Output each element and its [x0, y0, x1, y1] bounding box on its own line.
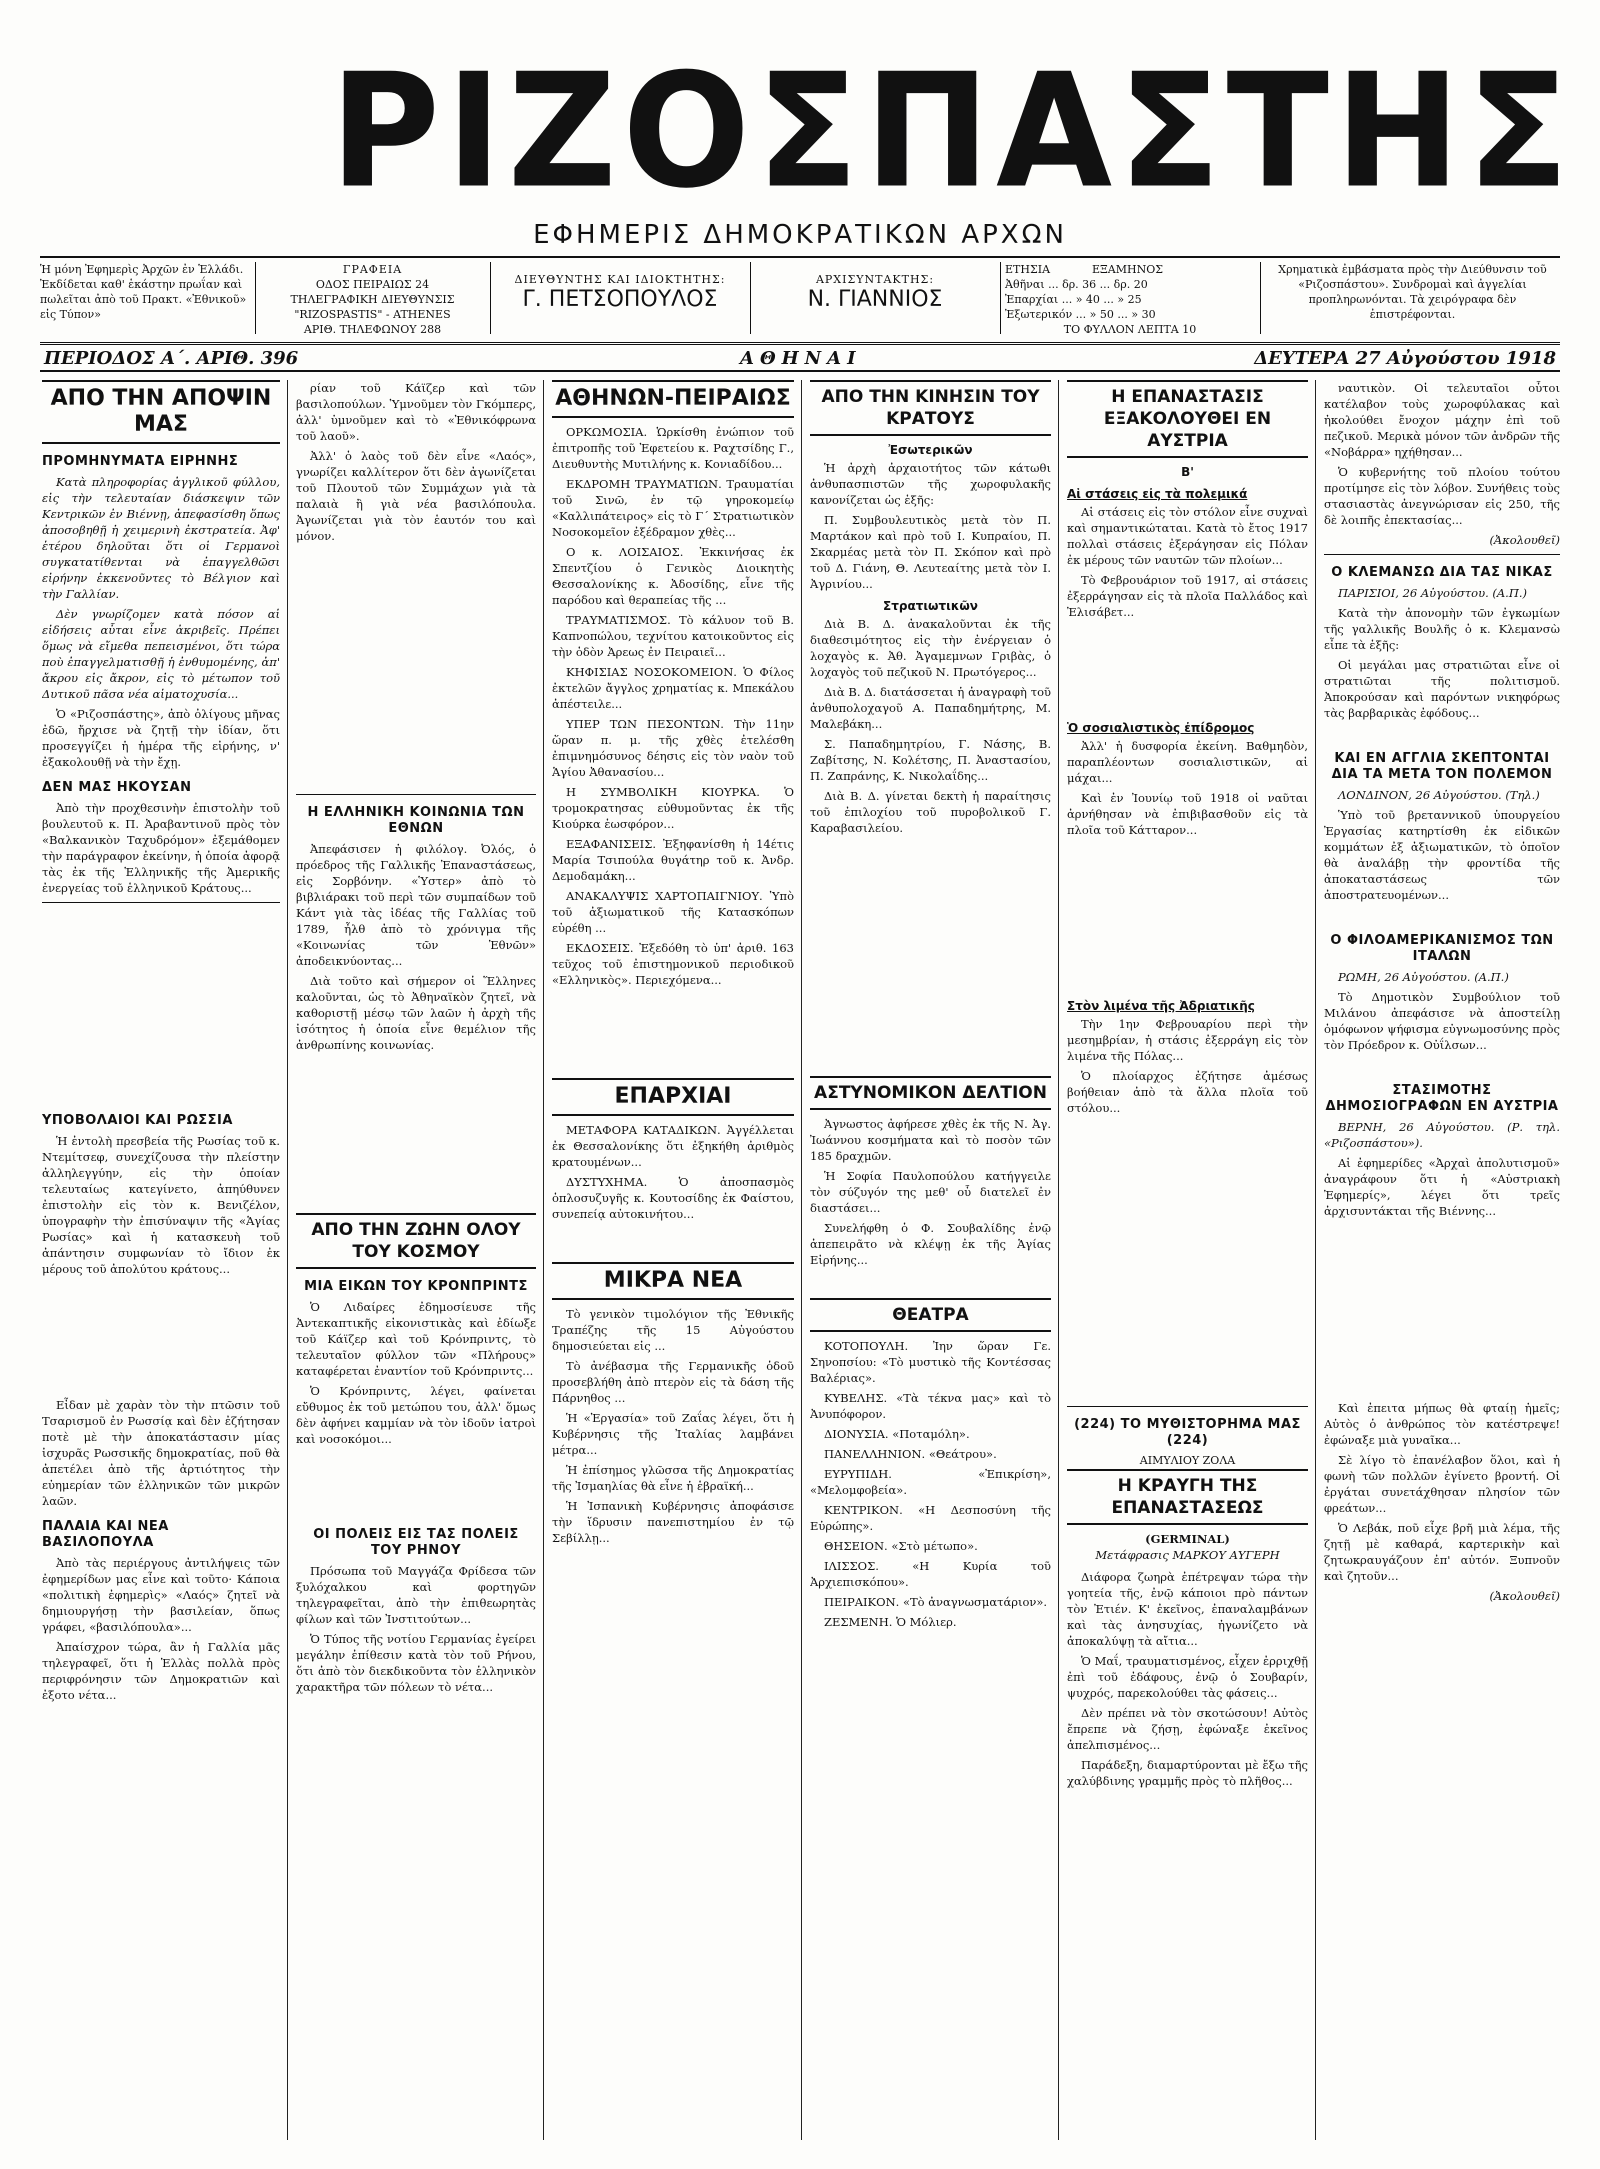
theatre-listing: ΚΟΤΟΠΟΥΛΗ. Ἰην ὥραν Γε. Σηνοπσίου: «Τὸ μυστικὸ τῆς Κοντέσσας Βαλέριας». — [810, 1339, 1051, 1385]
theatre-listing: ΠΕΙΡΑΙΚΟΝ. «Τὸ ἀναγνωσματάριον». — [824, 1595, 1048, 1609]
director-block — [495, 262, 745, 340]
notice-text: Χρηματικὰ ἐμβάσματα πρὸς τὴν Διεύθυνσιν τοῦ «Ριζοσπάστου». Συνδρομαὶ καὶ ἀγγελίαι προπληρωνόνται. Τὰ χειρόγραφα δὲν ἐπιστρέφονται. — [1278, 263, 1547, 321]
newspaper-subtitle: ΕΦΗΜΕΡΙΣ ΔΗΜΟΚΡΑΤΙΚΩΝ ΑΡΧΩΝ — [533, 220, 1067, 250]
serial-label: (224) ΤΟ ΜΥΘΙΣΤΟΡΗΜΑ ΜΑΣ (224) — [1074, 1417, 1301, 1448]
article-headline: ΜΙΑ ΕΙΚΩΝ ΤΟΥ ΚΡΟΝΠΡΙΝΤΣ — [304, 1279, 528, 1294]
divider — [255, 262, 256, 334]
article-paragraph: Εἶδαν μὲ χαρὰν τὸν τὴν πτῶσιν τοῦ Τσαρισμοῦ ἐν Ρωσσίᾳ καὶ δὲν ἐζήτησαν ποτὲ μὲ τὴν ἀποκατάστασιν μίας ἰσχυρᾶς Ρωσσικῆς δημοκρατίας, ποῦ θὰ ἀπετέλει ἀπὸ τῆς ἀρτιότητος τὴν εὐημερίαν τῶν ἑλληνικῶν τῶν μικρῶν λαῶν. — [42, 1398, 280, 1508]
separator — [1324, 554, 1560, 555]
news-item: ΜΕΤΑΦΟΡΑ ΚΑΤΑΔΙΚΩΝ. Ἀγγέλλεται ἐκ Θεσσαλονίκης ὅτι ἐξηκήθη ἀριθμὸς κρατουμένων... — [552, 1123, 794, 1169]
continued-note: (Ἀκολουθεῖ) — [1489, 1589, 1560, 1603]
divider — [1260, 262, 1261, 334]
news-item: ΟΡΚΩΜΟΣΙΑ. Ὡρκίσθη ἐνώπιον τοῦ ἐπιτροπῆς τοῦ Ἐφετείου κ. Ραχτσίδης Γ., Διευθυντὴς Μυτιλήνης κ. Κονιαδίδου... — [552, 425, 794, 471]
editor-block — [755, 262, 995, 340]
sheet-price: ΤΟ ΦΥΛΛΟΝ ΛΕΠΤΑ 10 — [1063, 323, 1197, 336]
dateline — [40, 342, 1560, 372]
offices-address: ΟΔΟΣ ΠΕΙΡΑΙΩΣ 24 — [315, 278, 430, 291]
article-paragraph: Δὲν γνωρίζομεν κατὰ πόσον αἱ εἰδήσεις αὗται εἶνε ἀκριβεῖς. Πρέπει ὅμως νὰ εἴμεθα πεπεισμένοι, ὅτι τώρα ποὺ ἐπαγγελματισθῇ ἡ ἐνθυμομένης, ἀπ' ἄκρου εἰς ἄκρον, εἰς τὸ μέτωπον τοῦ Δυτικοῦ πᾶσα νέα αἱματοχυσία... — [42, 607, 280, 701]
article-headline: ΠΑΛΑΙΑ ΚΑΙ ΝΕΑ ΒΑΣΙΛΟΠΟΥΛΑ — [42, 1519, 169, 1550]
subsection-title: Ὁ σοσιαλιστικὸς ἐπίδρομος — [1067, 721, 1255, 735]
serial-column-left — [1067, 1400, 1308, 2120]
editor-label: ΑΡΧΙΣΥΝΤΑΚΤΗΣ: — [815, 273, 935, 286]
article-paragraph: ρίαν τοῦ Κάϊζερ καὶ τῶν βασιλοπούλων. Ὑμνοῦμεν τὸν Γκόμπερς, ἀλλ' ὑμνοῦμεν καὶ τὸ «Ἐθνικόφρωνα τοῦ λαοῦ». — [296, 381, 536, 443]
article-paragraph: Τὴν 1ην Φεβρουαρίου περὶ τὴν μεσημβρίαν, ἡ στάσις ἐξερράγη εἰς τὸν λιμένα τῆς Πόλας... — [1067, 1017, 1308, 1063]
news-item: Ἡ Ἰσπανικὴ Κυβέρνησις ἀποφάσισε τὴν ἵδρυσιν πανεπιστημίου ἐν τῷ Σεβίλλῃ... — [552, 1499, 794, 1545]
article-paragraph: Ὁ κυβερνήτης τοῦ πλοίου τούτου προτίμησε εἰς τὸν λόβον. Συνήθεις τοὺς στασιαστὰς ἀνεγνώρισαν εἰς 250, τῆς δὲ λοιπῆς ἐπεκτασίας... — [1324, 465, 1560, 527]
article-headline: ΥΠΟΒΟΛΑΙΟΙ ΚΑΙ ΡΩΣΣΙΑ — [42, 1113, 233, 1128]
continued-note: (Ἀκολουθεῖ) — [1489, 533, 1560, 547]
column-rule — [801, 380, 802, 2140]
article-paragraph: Διὰ τοῦτο καὶ σήμερον οἱ Ἕλληνες καλοῦνται, ὡς τὸ Ἀθηναϊκὸν ζητεῖ, νὰ καθοριστῇ μέσῳ τῶν λαῶν ἡ ἀρχὴ τῆς ἰσότητος ἡ ὁποία εἶνε θεμέλιον τῆς ἀνθρωπίνης κοινωνίας. — [296, 974, 536, 1052]
theatre-listing: ΔΙΟΝΥΣΙΑ. «Ποταμόλη». — [824, 1427, 970, 1441]
serial-paragraph: Καὶ ἐπειτα μήπως θὰ φταίῃ ἡμεῖς; Αὐτὸς ὁ ἀνθρώπος τὸν κατέστρεψε! ἐφώναξε μιὰ γυναῖκα... — [1324, 1401, 1560, 1447]
article-paragraph: Ὁ πλοίαρχος ἐζήτησε ἀμέσως βοήθειαν ἀπὸ τὰ ἄλλα πλοῖα τοῦ στόλου... — [1067, 1069, 1308, 1115]
article-paragraph: Ἀπὸ τὴν προχθεσινὴν ἐπιστολὴν τοῦ βουλευτοῦ κ. Π. Ἀραβαντινοῦ πρὸς τὸν «Βαλκανικὸν Ταχυδρόμον» ἐξεμάθομεν τὴν παράγραφον ἐκείνην, ἡ ὁποία ἀφορᾷ τὰς ἐκ τῆς Ἑλληνικῆς τῆς Ἀμερικῆς ἐνεργείας τοῦ ἑλληνικοῦ Κράτους... — [42, 801, 280, 895]
article-paragraph: Αἱ στάσεις εἰς τὸν στόλον εἶνε συχναὶ καὶ σημαντικώταται. Κατὰ τὸ ἔτος 1917 πολλαὶ στάσεις ἐξεράγησαν εἰς Πόλαν ἐκ μέρους τῶν ναυτῶν τῶν πλοίων... — [1067, 505, 1308, 567]
article-headline: Ο ΦΙΛΟΑΜΕΡΙΚΑΝΙΣΜΟΣ ΤΩΝ ΙΤΑΛΩΝ — [1330, 933, 1554, 964]
half-label: ΕΞΑΜΗΝΟΣ — [1092, 263, 1163, 276]
news-item: ΕΞΑΦΑΝΙΣΕΙΣ. Ἐξηφανίσθη ἡ 14έτις Μαρία Τσιπούλα θυγάτηρ τοῦ κ. Ἀνδρ. Δεμοδαμάκη... — [552, 837, 794, 883]
column-1 — [42, 380, 280, 2130]
column-3 — [552, 380, 794, 2130]
column-5 — [1067, 380, 1308, 1390]
editor-name: Ν. ΓΙΑΝΝΙΟΣ — [807, 287, 943, 312]
column-6 — [1324, 380, 1560, 1390]
serial-translator: Μετάφρασις ΜΑΡΚΟΥ ΑΥΓΕΡΗ — [1095, 1548, 1280, 1562]
article-paragraph: Πρόσωπα τοῦ Μαγγάζα Φρίδεσα τῶν ξυλόχαλκου καὶ φορτηγῶν τηλεγραφεῖται, ἀπὸ τὴν ἐπιθεωρητὰς φίλων καὶ τῶν Ἰνστιτούτων... — [296, 1564, 536, 1626]
subsection-title: Ἐσωτερικῶν — [888, 443, 973, 457]
section-title: ΑΣΤΥΝΟΜΙΚΟΝ ΔΕΛΤΙΟΝ — [810, 1076, 1051, 1110]
section-title: ΑΠΟ ΤΗΝ ΖΩΗΝ ΟΛΟΥ ΤΟΥ ΚΟΣΜΟΥ — [296, 1213, 536, 1269]
serial-author: ΑΙΜΥΛΙΟΥ ΖΟΛΑ — [1139, 1454, 1236, 1467]
article-paragraph: Οἱ μεγάλαι μας στρατιῶται εἶνε οἱ στρατιῶται τῆς πολιτισμοῦ. Ἀποκρούσαν καὶ παρόντων νικηφόρως τὰς βαρβαρικὰς ἐφόδους... — [1324, 658, 1560, 720]
date: ΔΕΥΤΕΡΑ 27 Αὐγούστου 1918 — [1254, 348, 1556, 369]
article-dateline: ΒΕΡΝΗ, 26 Αὐγούστου. (Ρ. τηλ. «Ριζοσπάστου»). — [1324, 1120, 1560, 1150]
news-item: Ο κ. ΛΟΙΣΑΙΟΣ. Ἐκκινήσας ἐκ Σπεντζίου ὁ Γενικὸς Διοικητὴς Θεσσαλονίκης κ. Ἀδοσίδης, εἶνε τῆς παρόδου καὶ θεραπείας τῆς ... — [552, 545, 794, 607]
article-paragraph: Ἀπαίσχρον τώρα, ἂν ἡ Γαλλία μᾶς τηλεγραφεῖ, ὅτι ἡ Ἑλλὰς πολλὰ πρὸς περιφρόνησιν τῶν Δημοκρατιῶν καὶ ἐξοτο νέτα... — [42, 1640, 280, 1702]
news-item: Συνελήφθη ὁ Φ. Σουβαλίδης ἐνῷ ἀπεπειρᾶτο νὰ κλέψῃ ἐκ τῆς Ἁγίας Εἰρήνης... — [810, 1221, 1051, 1267]
article-headline: Η ΕΛΛΗΝΙΚΗ ΚΟΙΝΩΝΙΑ ΤΩΝ ΕΘΝΩΝ — [307, 805, 525, 836]
article-paragraph: Κατὰ πληροφορίας ἀγγλικοῦ φύλλου, εἰς τὴν τελευταίαν διάσκεψιν τῶν Κεντρικῶν ἐν Βιέννῃ, ἀπεφασίσθη ὅπως ἀποσοβηθῇ ἡ χειμερινὴ ἐκστρατεία. Ἀφ' ἑτέρου δηλοῦται ὅτι οἱ Γερμανοὶ συγκατατίθενται νὰ ἐπαγγελθῶσι εἰρήνην ἐκκενοῦντες τὸ Βέλγιον καὶ τὴν Γαλλίαν. — [42, 475, 280, 601]
article-paragraph: Ὑπὸ τοῦ βρεταννικοῦ ὑπουργείου Ἐργασίας κατηρτίσθη ἐκ εἰδικῶν κομμάτων ἐξ ἀξιωματικῶν, τὸ ὁποῖον θὰ ἀναλάβῃ τὴν φροντίδα τῆς ἀποκαταστάσεως τῶν ἀποστρατευομένων... — [1324, 808, 1560, 902]
serial-paragraph: Παράδεξη, διαμαρτύρονται μὲ ἔξω τῆς χαλύβδινης γραμμῆς πρὸς τὸ πλῆθος... — [1067, 1758, 1308, 1788]
theatre-listing: ΖΕΣΜΕΝΗ. Ὁ Μόλιερ. — [824, 1615, 957, 1629]
city: ΑΘΗΝΑΙ — [740, 348, 862, 369]
serial-paragraph: Δὲν πρέπει νὰ τὸν σκοτώσουν! Αὐτὸς ἔπρεπε νὰ ζήσῃ, ἐφώναξε ἐκεῖνος ἀπελπισμένος... — [1067, 1706, 1308, 1752]
director-name: Γ. ΠΕΤΣΟΠΟΥΛΟΣ — [522, 287, 718, 312]
telegraph-label: ΤΗΛΕΓΡΑΦΙΚΗ ΔΙΕΥΘΥΝΣΙΣ — [290, 293, 455, 306]
article-paragraph: Κατὰ τὴν ἀπονομὴν τῶν ἐγκωμίων τῆς γαλλικῆς Βουλῆς ὁ κ. Κλεμανσὼ εἶπε τὰ ἑξῆς: — [1324, 606, 1560, 652]
article-paragraph: Ἡ ἀρχὴ ἀρχαιοτήτος τῶν κάτωθι ἀνθυπασπιστῶν τῆς χωροφυλακῆς κανονίζεται ὡς ἑξῆς: — [810, 461, 1051, 507]
news-item: ΑΝΑΚΑΛΥΨΙΣ ΧΑΡΤΟΠΑΙΓΝΙΟΥ. Ὑπὸ τοῦ ἀξιωματικοῦ τῆς Κατασκόπων εὑρέθη ... — [552, 889, 794, 935]
article-paragraph: Ὁ «Ριζοσπάστης», ἀπὸ ὀλίγους μῆνας ἐδῶ, ἤρχισε νὰ ζητῇ τὴν ἰδίαν, ὅτι προσεγγίζει ἡ ἡμέρα τῆς εἰρήνης, ν' ἐξακολουθῇ νὰ τὴν ἔχῃ. — [42, 707, 280, 769]
column-2 — [296, 380, 536, 2130]
article-headline: ΟΙ ΠΟΛΕΙΣ ΕΙΣ ΤΑΣ ΠΟΛΕΙΣ ΤΟΥ ΡΗΝΟΥ — [313, 1527, 519, 1558]
serial-title: Η ΚΡΑΥΓΗ ΤΗΣ ΕΠΑΝΑΣΤΑΣΕΩΣ — [1067, 1469, 1308, 1525]
subsection-title: Αἱ στάσεις εἰς τὰ πολεμικά — [1067, 487, 1248, 501]
section-title: ΕΠΑΡΧΙΑΙ — [552, 1078, 794, 1116]
news-item: ΔΥΣΤΥΧΗΜΑ. Ὁ ἀποσπασμὸς ὁπλοσυζυγῆς κ. Κουτοσίδης ἐκ Φαίστου, συνεπείᾳ αὐτοκινήτου... — [552, 1175, 794, 1221]
news-item: Ἡ Σοφία Παυλοπούλου κατήγγειλε τὸν σύζυγόν της μεθ' οὗ διατελεῖ ἐν διαστάσει... — [810, 1169, 1051, 1215]
director-label: ΔΙΕΥΘΥΝΤΗΣ ΚΑΙ ΙΔΙΟΚΤΗΤΗΣ: — [514, 273, 726, 286]
article-paragraph: Τὸ Δημοτικὸν Συμβούλιον τοῦ Μιλάνου ἀπεφάσισε νὰ ἀποστείλῃ ὁμόφωνον ψήφισμα εὐγνωμοσύνης πρὸς τὸν Πρόεδρον κ. Οὐΐλσων... — [1324, 990, 1560, 1052]
article-paragraph: Τὸ Φεβρουάριον τοῦ 1917, αἱ στάσεις ἐξερράγησαν εἰς τὰ πλοῖα Παλλάδος καὶ Ἐλισάβετ... — [1067, 573, 1308, 619]
sub-line: Ἀθῆναι ... δρ. 36 ... δρ. 20 — [1005, 278, 1148, 291]
theatre-listing: ΙΛΙΣΣΟΣ. «Η Κυρία τοῦ Ἀρχιεπισκόπου». — [810, 1559, 1051, 1589]
section-title: ΑΠΟ ΤΗΝ ΚΙΝΗΣΙΝ ΤΟΥ ΚΡΑΤΟΥΣ — [810, 380, 1051, 436]
news-item: ΚΗΦΙΣΙΑΣ ΝΟΣΟΚΟΜΕΙΟΝ. Ὁ Φίλος ἐκτελῶν ἄγγλος χρηματίας κ. Μπεκάλου ἀπέστειλε... — [552, 665, 794, 711]
article-paragraph: ναυτικὸν. Οἱ τελευταῖοι οὗτοι κατέλαβον τοὺς χωροφύλακας καὶ ἠκολούθει ἔνοχον μάχην ἐπὶ τοῦ πεζικοῦ. Μερικὰ μόνον τῶν ἀνδρῶν τῆς «Νοβάρρα» ηχήθησαν... — [1324, 381, 1560, 459]
news-item: ΕΚΔΟΣΕΙΣ. Ἐξεδόθη τὸ ὑπ' ἀριθ. 163 τεῦχος τοῦ ἐπιστημονικοῦ περιοδικοῦ «Ελληνικὸς». Περιεχόμενα... — [552, 941, 794, 987]
article-paragraph: Σ. Παπαδημητρίου, Γ. Νάσης, Β. Ζαβίτσης, Ν. Κολέτσης, Π. Ἀναστασίου, Π. Ζαπράνης, Κ. Νικολαΐδης... — [810, 737, 1051, 783]
subsection-title: Στὸν λιμένα τῆς Ἀδριατικῆς — [1067, 999, 1255, 1013]
column-4 — [810, 380, 1051, 2130]
column-rule — [1315, 380, 1316, 2140]
serial-column-right — [1324, 1400, 1560, 2120]
divider — [1000, 262, 1001, 334]
article-headline: ΣΤΑΣΙΜΟΤΗΣ ΔΗΜΟΣΙΟΓΡΑΦΩΝ ΕΝ ΑΥΣΤΡΙΑ — [1325, 1083, 1559, 1114]
divider — [490, 262, 491, 334]
phone: ΑΡΙΘ. ΤΗΛΕΦΩΝΟΥ 288 — [303, 323, 442, 336]
issue-number: ΠΕΡΙΟΔΟΣ Α΄. ΑΡΙΘ. 396 — [44, 348, 299, 369]
article-paragraph: Ἡ ἐντολὴ πρεσβεία τῆς Ρωσίας τοῦ κ. Ντεμίτσεφ, συνεχίζουσα τὴν πλείστην ἀλληλεγγύην, εἰς τὴν ὁποίαν τελευταίως κατεγίνετο, ἀπηύθυνεν ἐπιστολὴν εἰς τὸν κ. Βενιζέλον, ὑπογραφὴν τὴν ἐπισύναψιν τῆς «Ἁγίας Ρωσίας» καὶ ἡ κατασκευὴ τοῦ ἀπάντησιν συμφωνίαν τὸ ἴδιον ἐκ μέρους τοῦ ἀπολύτου κράτους... — [42, 1134, 280, 1276]
serial-paragraph: Διάφορα ζωηρὰ ἐπέτρεψαν τώρα τὴν γοητεία τῆς, ἐνῷ κάποιοι πρὸ πάντων τὸν Ἐτιέν. Κ' ἐκεῖνος, ἐπαναλαμβάνων καὶ τὰς ἀνησυχίας, ἠγωνίζετο νὰ ἀποκαλύψῃ τὰ αἴτια... — [1067, 1570, 1308, 1648]
section-title: ΜΙΚΡΑ ΝΕΑ — [552, 1262, 794, 1300]
article-dateline: ΛΟΝΔΙΝΟΝ, 26 Αὐγούστου. (Τηλ.) — [1338, 788, 1540, 802]
article-paragraph: Καὶ ἐν Ἰουνίῳ τοῦ 1918 οἱ ναῦται ἀρνήθησαν νὰ ἐπιβιβασθοῦν εἰς τὰ πλοῖα τοῦ Κάτταρον... — [1067, 791, 1308, 837]
divider — [750, 262, 751, 334]
news-item: ΥΠΕΡ ΤΩΝ ΠΕΣΟΝΤΩΝ. Τὴν 11ην ὥραν π. μ. τῆς χθὲς ἐτελέσθη ἐπιμνημόσυνος δέησις εἰς τὸν ναὸν τοῦ Ἁγίου Ἀθανασίου... — [552, 717, 794, 779]
sub-line: Ἐπαρχίαι ... » 40 ... » 25 — [1005, 293, 1142, 306]
theatre-listing: ΘΗΣΕΙΟΝ. «Στὸ μέτωπο». — [824, 1539, 978, 1553]
masthead-rule — [40, 256, 1560, 258]
article-paragraph: Ὁ Λιδαίρες ἐδημοσίευσε τῆς Ἀντεκαπτικῆς εἰκονιστικὰς καὶ ἐδίωξε τοῦ Κάϊζερ καὶ τοῦ Κρόνπριντς, τὸ τελευταῖον φύλλον τῶν «Πλήρους» καταφέρεται ἐναντίον τοῦ Κρόνπριντς... — [296, 1300, 536, 1378]
article-paragraph: Ἀλλ' ὁ λαὸς τοῦ δὲν εἶνε «Λαός», γνωρίζει καλλίτερον ὅτι δὲν ἀγωνίζεται τοῦ Πλουτοῦ τῶν Συμμάχων γιὰ τὰ παλαιὰ ἢ γιὰ νέα βασιλόπουλα. Ἀγωνίζεται γιὰ τὸν ἑαυτόν του καὶ μόνον. — [296, 449, 536, 543]
article-headline: ΚΑΙ ΕΝ ΑΓΓΛΙΑ ΣΚΕΠΤΟΝΤΑΙ ΔΙΑ ΤΑ ΜΕΤΑ ΤΟΝ ΠΟΛΕΜΟΝ — [1331, 751, 1553, 782]
part-number: Β' — [1181, 465, 1194, 479]
serial-original-title: (GERMINAL) — [1145, 1532, 1230, 1546]
article-paragraph: Ἀλλ' ἡ δυσφορία ἐκείνη. Βαθμηδὸν, παραπλέοντων σοσιαλιστικῶν, αἱ μάχαι... — [1067, 739, 1308, 785]
section-title: ΑΠΟ ΤΗΝ ΑΠΟΨΙΝ ΜΑΣ — [42, 380, 280, 444]
article-paragraph: Ὁ Κρόνπριντς, λέγει, φαίνεται εὔθυμος ἐκ τοῦ μετώπου του, ἀλλ' ὅμως δὲν ἀφήνει καμμίαν νὰ τὸν ἰδοῦν ἰατροὶ καὶ νοσοκόμοι... — [296, 1384, 536, 1446]
section-title: Η ΕΠΑΝΑΣΤΑΣΙΣ ΕΞΑΚΟΛΟΥΘΕΙ ΕΝ ΑΥΣΤΡΙΑ — [1067, 380, 1308, 458]
offices-block — [260, 262, 485, 340]
subscription-headers — [1005, 262, 1255, 277]
offices-title: ΓΡΑΦΕΙΑ — [342, 263, 403, 276]
separator — [296, 794, 536, 795]
column-rule — [543, 380, 544, 2140]
news-item: Τὸ γενικὸν τιμολόγιον τῆς Ἐθνικῆς Τραπέζης τῆς 15 Αὐγούστου δημοσιεύεται εἰς ... — [552, 1307, 794, 1353]
sub-line: Ἐξωτερικόν ... » 50 ... » 30 — [1005, 308, 1156, 321]
article-paragraph: Π. Συμβουλευτικὸς μετὰ τὸν Π. Μαρτάκον καὶ πρὸ τοῦ Ι. Κυπραίου, Π. Σκαρμέας μετὰ τὸν Π. Σκόπον καὶ πρὸ τοῦ Δ. Γιάνη, Θ. Λευτεαίτης μετὰ τὸν Ι. Ἀγρινίου... — [810, 513, 1051, 591]
article-paragraph: Ἀπὸ τὰς περιέργους ἀντιλήψεις τῶν ἐφημερίδων μας εἶνε καὶ τοῦτο· Κάποια «πολιτικὴ ἐφημερὶς» «Λαός» ζητεῖ νὰ δημιουργήσῃ τὴν βασιλείαν, ὅπως γράφει, «βασιλόπουλα»... — [42, 1556, 280, 1634]
news-item: ΤΡΑΥΜΑΤΙΣΜΟΣ. Τὸ κάλυον τοῦ Β. Καπνοπώλου, τεχνίτου κατοικοῦντος εἰς τὴν ὁδὸν Ἀρεως ἐν Πειραιεῖ... — [552, 613, 794, 659]
section-title: ΘΕΑΤΡΑ — [810, 1298, 1051, 1332]
article-headline: ΠΡΟΜΗΝΥΜΑΤΑ ΕΙΡΗΝΗΣ — [42, 454, 239, 469]
article-paragraph: Ἀπεφάσισεν ἡ φιλόλογ. Ὀλός, ὁ πρόεδρος τῆς Γαλλικῆς Ἐπαναστάσεως, εἰς Σορβόνην. «Ὑστερ» ἀπὸ τὸ βιβλιάρακι τοῦ περὶ τῶν συμπαίδων τοῦ Κάντ γιὰ τὰς ἰδέας τῆς Γαλλίας τοῦ 1789, ἦλθ ἀπὸ τὸ χρόνιγμα τῆς «Κοινωνίας τῶν Ἐθνῶν» ἀποδεικνύοντας... — [296, 842, 536, 968]
subscriptions-block — [1005, 262, 1255, 340]
masthead — [0, 0, 1600, 350]
separator — [42, 902, 280, 903]
separator — [1067, 1406, 1308, 1407]
article-dateline: ΠΑΡΙΣΙΟΙ, 26 Αὐγούστου. (Α.Π.) — [1338, 586, 1527, 600]
section-title: ΑΘΗΝΩΝ-ΠΕΙΡΑΙΩΣ — [552, 380, 794, 418]
article-headline: ΔΕΝ ΜΑΣ ΗΚΟΥΣΑΝ — [42, 780, 192, 795]
newspaper-title: ΡΙΖΟΣΠΑΣΤΗΣ — [330, 40, 1575, 224]
article-paragraph: Διὰ Β. Δ. ἀνακαλοῦνται ἐκ τῆς διαθεσιμότητος εἰς τὴν ἐνέργειαν ὁ λοχαγὸς κ. Ἀθ. Ἀγαμεμνων Γριβὰς, ὁ λοχαγὸς τοῦ πεζικοῦ Ν. Πρωτόγερος... — [810, 617, 1051, 679]
news-item: Η ΣΥΜΒΟΛΙΚΗ ΚΙΟΥΡΚΑ. Ὁ τρομοκρατησας εὐθυμοῦντας ἐκ τῆς Κιούρκα ἑωσφόρον... — [552, 785, 794, 831]
serial-paragraph: Σὲ λίγο τὸ ἐπανέλαβον ὅλοι, καὶ ἡ φωνὴ τῶν πολλῶν ἐγίνετο βροντή. Οἱ ἐργάται συνετάχθησαν πλησίον τῶν φρεάτων... — [1324, 1453, 1560, 1515]
news-item: Ἡ ἐπίσημος γλῶσσα τῆς Δημοκρατίας τῆς Ἰσμαηλίας θὰ εἶνε ἡ ἑβραϊκή... — [552, 1463, 794, 1493]
news-item: Τὸ ἀνέβασμα τῆς Γερμανικῆς ὁδοῦ προσεβλήθη ἀπὸ πτερὸν εἰς τὰ δάση τῆς Πάρνηθος ... — [552, 1359, 794, 1405]
article-paragraph: Διὰ Β. Δ. διατάσσεται ἡ ἀναγραφὴ τοῦ ἀνθυπολοχαγοῦ Α. Παπαδημήτρης, Μ. Μαλεβάκη... — [810, 685, 1051, 731]
motto-text: Ἡ μόνη Ἐφημερὶς Ἀρχῶν ἐν Ἑλλάδι. Ἐκδίδεται καθ' ἑκάστην πρωΐαν καὶ πωλεῖται ἀπὸ τοῦ Πρακτ. «Ἐθνικοῦ» εἰς Τύπον» — [40, 263, 247, 321]
telegraph-address: "RIZOSPASTIS" - ATHENES — [294, 308, 451, 321]
subsection-title: Στρατιωτικῶν — [883, 599, 978, 613]
column-rule — [287, 380, 288, 2140]
motto — [40, 262, 250, 340]
theatre-listing: ΚΕΝΤΡΙΚΟΝ. «Η Δεσποσύνη τῆς Εὐρώπης». — [810, 1503, 1051, 1533]
article-paragraph: Διὰ Β. Δ. γίνεται δεκτὴ ἡ παραίτησις τοῦ ἐπιλοχίου τοῦ πυροβολικοῦ Γ. Καραβασιλείου. — [810, 789, 1051, 835]
annual-label: ΕΤΗΣΙΑ — [1005, 263, 1051, 276]
news-item: Ἀγνωστος ἀφήρεσε χθὲς ἐκ τῆς Ν. Ἀγ. Ἰωάννου κοσμήματα καὶ τὸ ποσὸν τῶν 185 δραχμῶν. — [810, 1117, 1051, 1163]
theatre-listing: ΚΥΒΕΛΗΣ. «Τὰ τέκνα μας» καὶ τὸ Ἀνυπόφορον. — [810, 1391, 1051, 1421]
column-rule — [1058, 380, 1059, 2140]
notice-block — [1265, 262, 1560, 340]
article-headline: Ο ΚΛΕΜΑΝΣΩ ΔΙΑ ΤΑΣ ΝΙΚΑΣ — [1331, 565, 1553, 580]
news-item: ΕΚΔΡΟΜΗ ΤΡΑΥΜΑΤΙΩΝ. Τραυματίαι τοῦ Σινῶ, ἐν τῷ γηροκομείῳ «Καλλιπάτειρος» εἰς τὸ Γ΄ Στρατιωτικὸν Νοσοκομεῖον ἐξέδραμον χθὲς... — [552, 477, 794, 539]
article-paragraph: Ὁ Τύπος τῆς νοτίου Γερμανίας ἐγείρει μεγάλην ἐπίθεσιν κατὰ τὸν τοῦ Ρήνου, ὅτι ἀπὸ τὸν διεκδικοῦντα τὸν ἑλληνικὸν χαρακτῆρα τῶν πόλεων τὸ νέτα... — [296, 1632, 536, 1694]
news-item: Ἡ «Ἐργασία» τοῦ Ζαΐας λέγει, ὅτι ἡ Κυβέρνησις τῆς Ἰταλίας λαμβάνει μέτρα... — [552, 1411, 794, 1457]
serial-paragraph: Ὁ Μαΐ, τραυματισμένος, εἶχεν ἐρριχθῇ ἐπὶ τοῦ ἐδάφους, ἐνῷ ὁ Σουβαρίν, ψυχρός, παρεκολούθει τὰς φάσεις... — [1067, 1654, 1308, 1700]
serial-paragraph: Ὁ Λεβάκ, ποῦ εἶχε βρῆ μιὰ λέμα, τῆς ζητῇ μὲ καθαρά, καρτερικὴν καὶ ζητωκραυγάζουν ἐπ' αὐτόν. Ξυπνοῦν καὶ ζητοῦν... — [1324, 1521, 1560, 1583]
theatre-listing: ΠΑΝΕΛΛΗΝΙΟΝ. «Θεάτρου». — [824, 1447, 997, 1461]
article-paragraph: Αἱ ἐφημερίδες «Ἀρχαὶ ἀπολυτισμοῦ» ἀναγράφουν ὅτι ἡ «Αὐστριακὴ Ἐφημερίς», λέγει ὅτι τρεῖς ἀρχισυντάκται τῆς Βιέννης... — [1324, 1156, 1560, 1218]
article-dateline: ΡΩΜΗ, 26 Αὐγούστου. (Α.Π.) — [1338, 970, 1509, 984]
theatre-listing: ΕΥΡΥΠΙΔΗ. «Ἐπικρίση», «Μελομφοβεία». — [810, 1467, 1051, 1497]
